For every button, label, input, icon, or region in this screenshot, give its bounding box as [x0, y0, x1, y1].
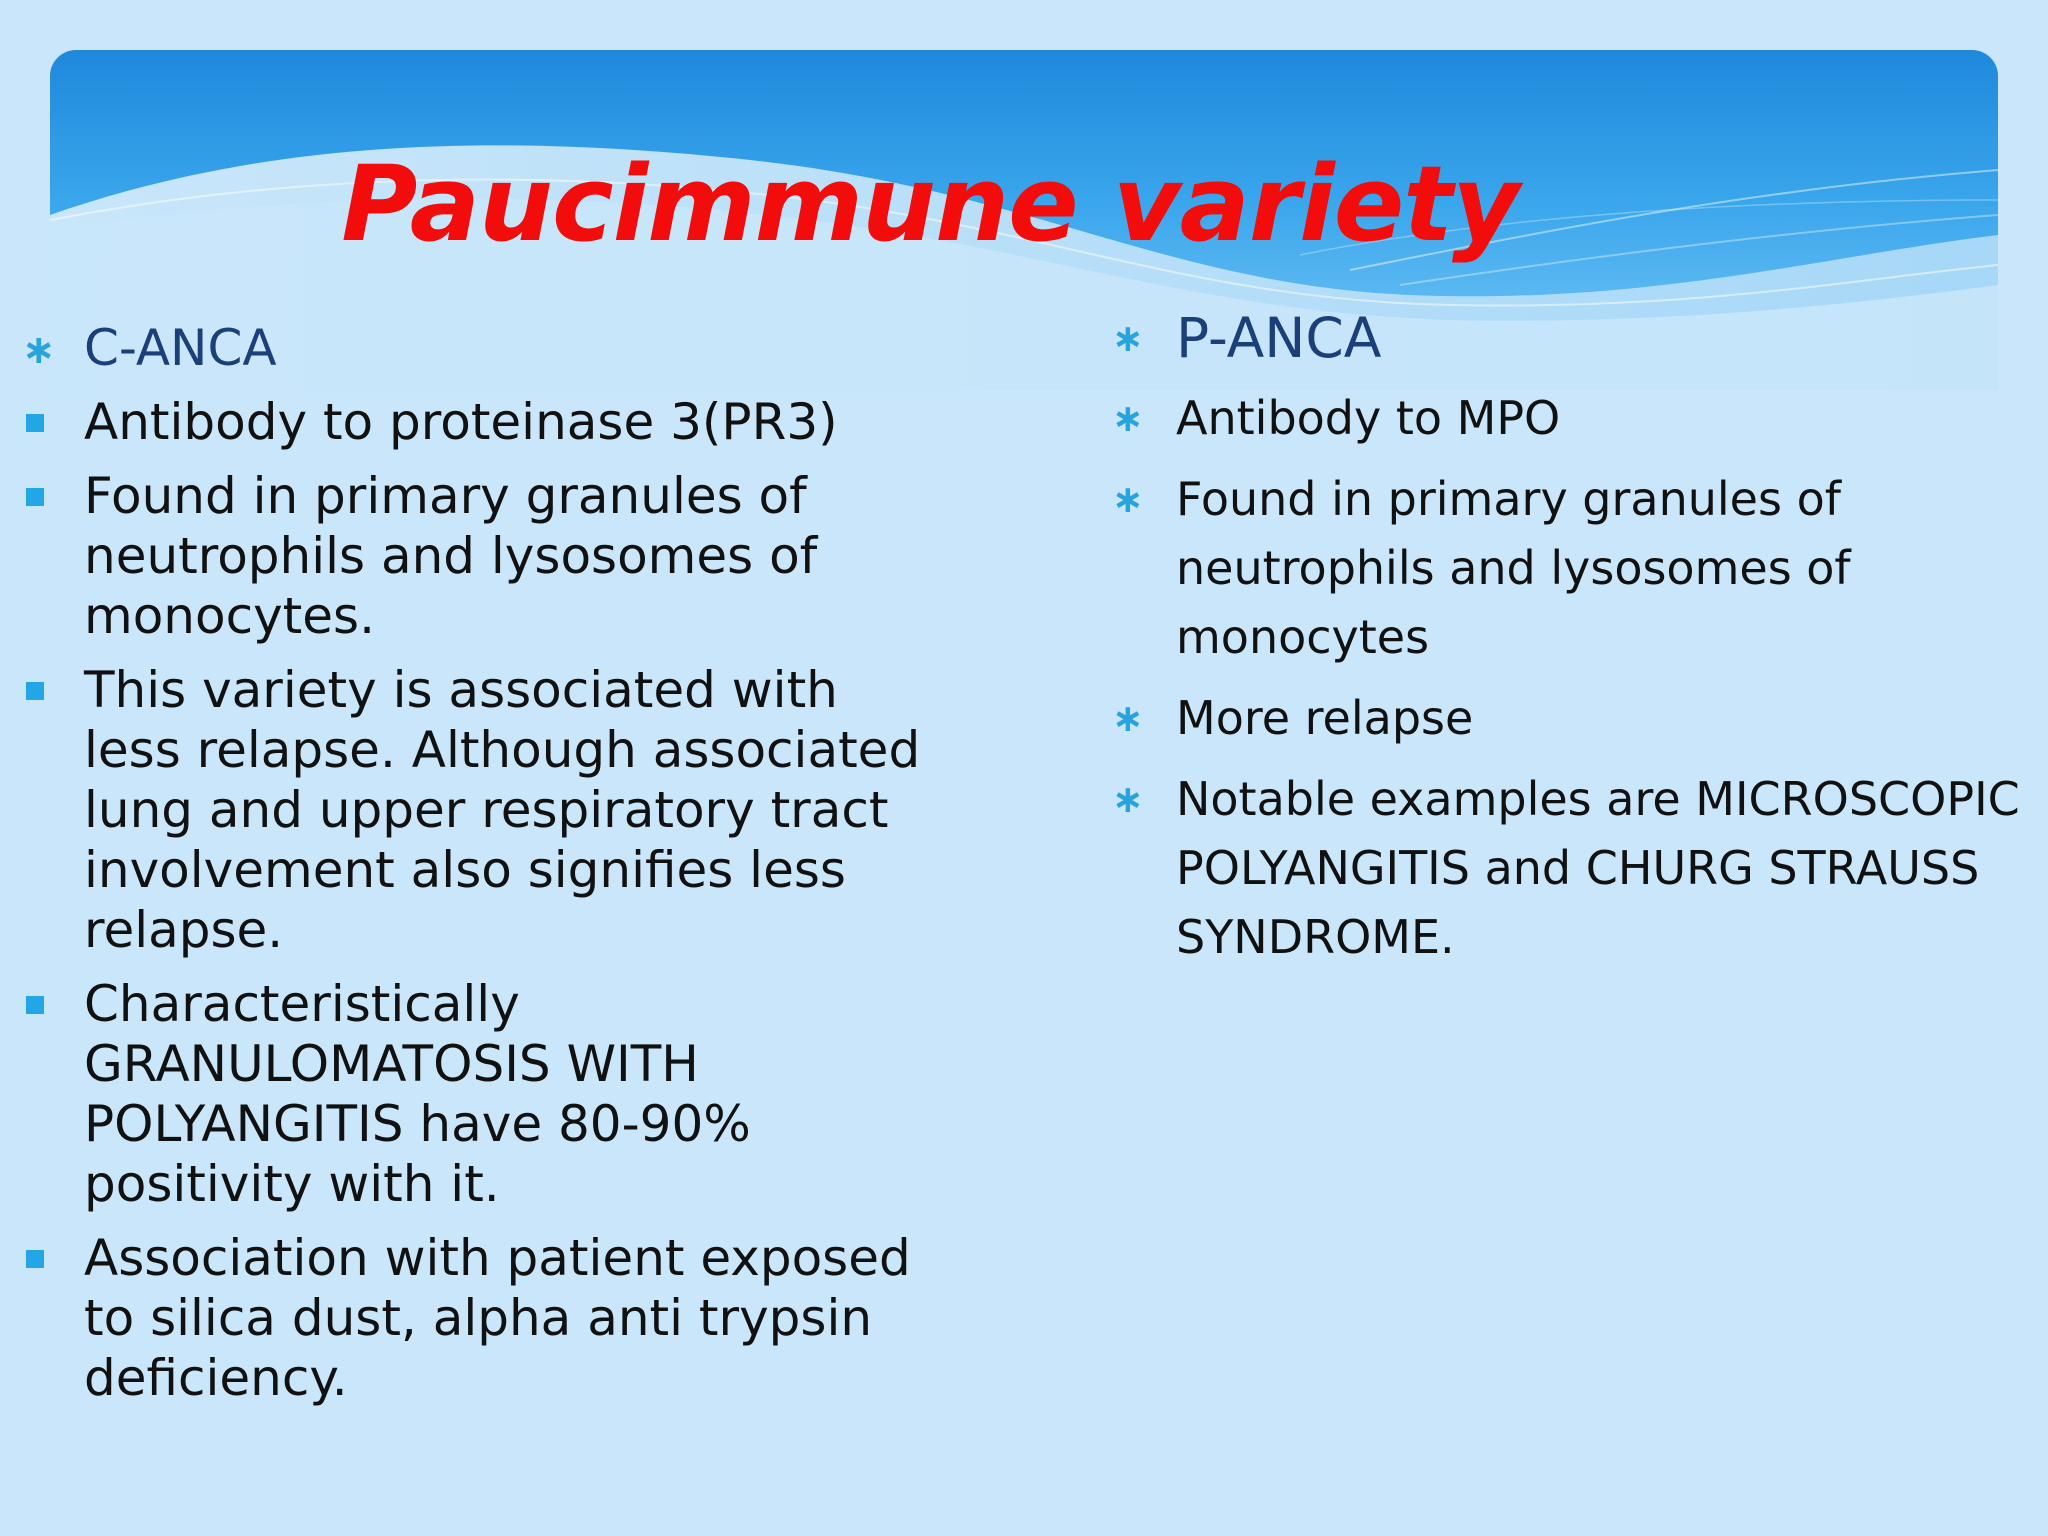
- asterisk-bullet-icon: ∗: [1112, 316, 1144, 360]
- asterisk-bullet-icon: ∗: [1112, 777, 1144, 821]
- asterisk-bullet-icon: ∗: [1112, 696, 1144, 740]
- square-bullet-icon: [26, 1250, 44, 1268]
- c-anca-bullet: Characteristically GRANULOMATOSIS WITH POLYANGITIS have 80-90% positivity with it.: [22, 974, 922, 1214]
- p-anca-bullet: ∗ Antibody to MPO: [1112, 384, 2042, 453]
- slide-title: Paucimmune variety: [341, 143, 1519, 265]
- square-bullet-icon: [26, 996, 44, 1014]
- c-anca-bullet: Association with patient exposed to silica dust, alpha anti trypsin deficiency.: [22, 1228, 922, 1408]
- p-anca-bullet: ∗ Notable examples are MICROSCOPIC POLYANGITIS and CHURG STRAUSS SYNDROME.: [1112, 765, 2042, 972]
- asterisk-bullet-icon: ∗: [1112, 396, 1144, 440]
- asterisk-bullet-icon: ∗: [22, 327, 56, 373]
- c-anca-bullet: This variety is associated with less relapse. Although associated lung and upper respiratory tract involvement also signifies less relapse.: [22, 660, 922, 960]
- square-bullet-icon: [26, 414, 44, 432]
- c-anca-heading: ∗ C-ANCA: [22, 318, 922, 378]
- c-anca-bullet: Antibody to proteinase 3(PR3): [22, 392, 922, 452]
- square-bullet-icon: [26, 488, 44, 506]
- c-anca-bullet: Found in primary granules of neutrophils and lysosomes of monocytes.: [22, 466, 922, 646]
- p-anca-bullet: ∗ More relapse: [1112, 684, 2042, 753]
- asterisk-bullet-icon: ∗: [1112, 477, 1144, 521]
- p-anca-column: [1112, 304, 2042, 984]
- square-bullet-icon: [26, 682, 44, 700]
- c-anca-column: [22, 318, 922, 1422]
- p-anca-heading: ∗ P-ANCA: [1112, 306, 1382, 370]
- p-anca-bullet: ∗ Found in primary granules of neutrophils and lysosomes of monocytes: [1112, 465, 2042, 672]
